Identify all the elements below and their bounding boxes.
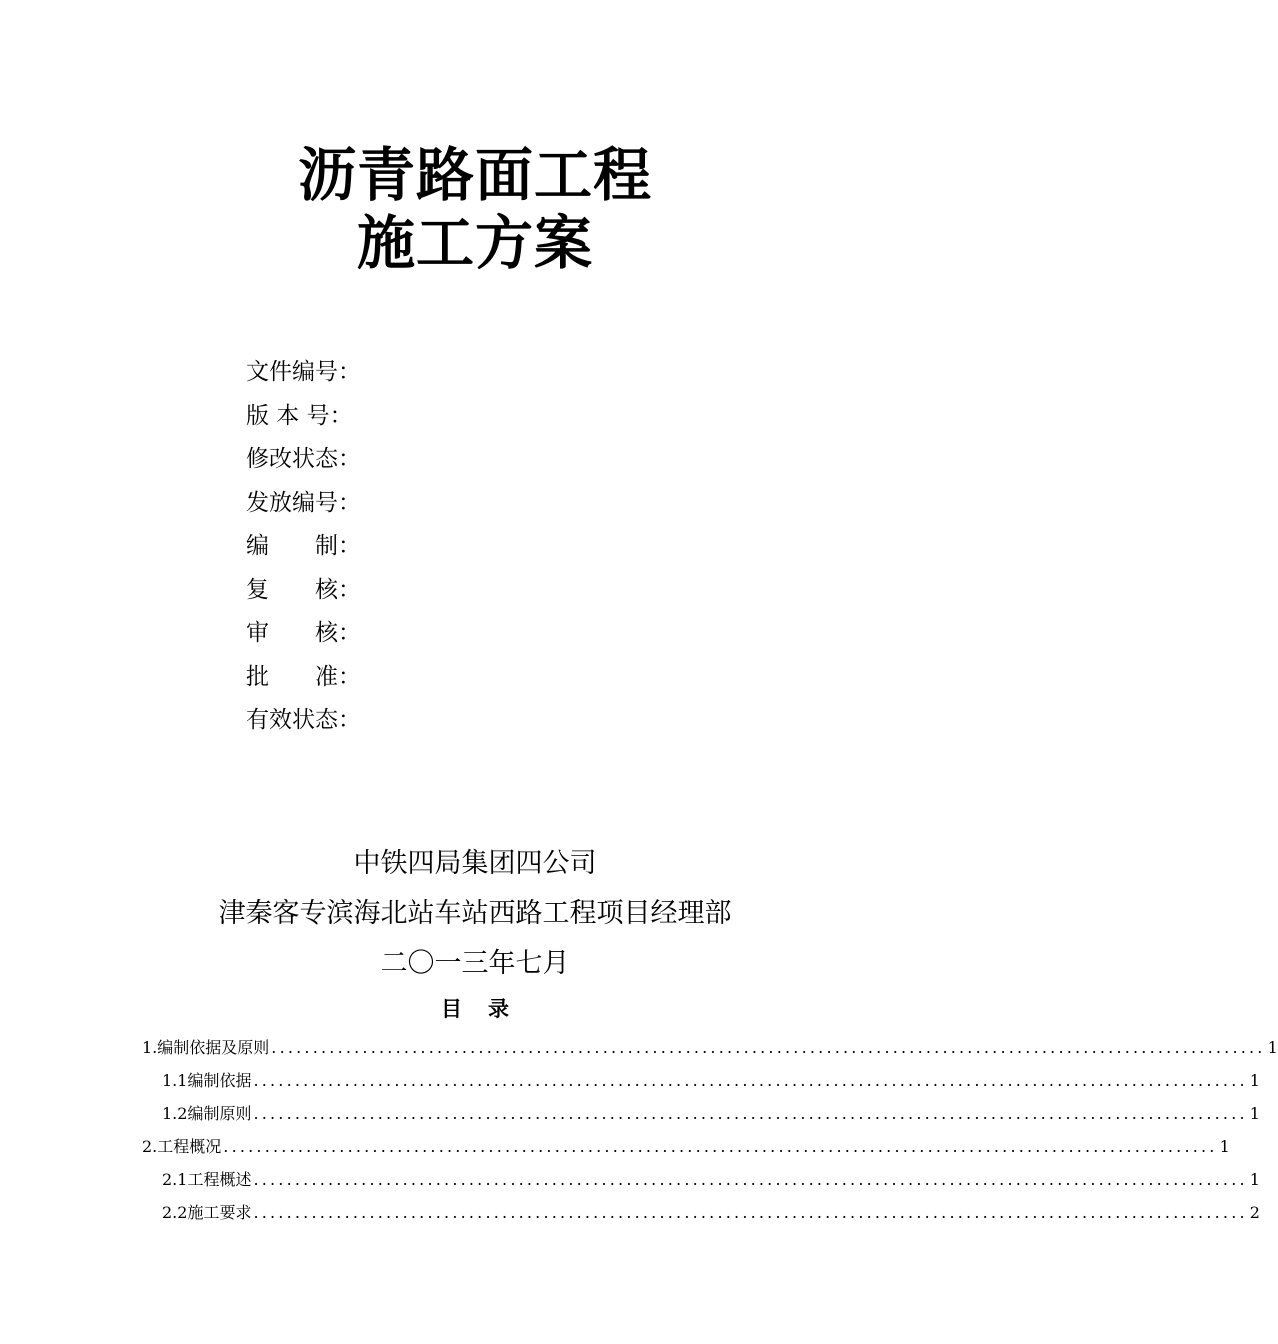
toc-entry[interactable] [142, 1034, 1278, 1067]
toc-page-number: 1 [1249, 1071, 1260, 1090]
field-approved-by [246, 657, 361, 701]
field-label: 有效状态： [246, 707, 361, 733]
field-label: 发放编号： [246, 489, 361, 516]
toc-heading [0, 994, 950, 1024]
field-revision-status [246, 439, 361, 483]
toc-entry[interactable] [142, 1199, 1260, 1232]
toc-entry[interactable] [142, 1100, 1260, 1133]
toc-heading-char: 录 [488, 996, 509, 1021]
document-date: 二〇一三年七月 [380, 948, 570, 979]
toc-entry-label: 2.工程概况 [142, 1137, 222, 1156]
toc-entry-label: 1.1编制依据 [162, 1071, 252, 1090]
toc-entry-label: 1.2编制原则 [162, 1104, 252, 1123]
field-version [246, 396, 356, 440]
field-compiled-by [246, 526, 361, 570]
toc-page-number: 1 [1267, 1038, 1278, 1057]
toc-entry-label: 1.编制依据及原则 [142, 1038, 270, 1057]
field-label: 编 制： [246, 533, 361, 559]
toc-entry[interactable] [142, 1133, 1230, 1166]
document-title-line2: 施工方案 [356, 209, 593, 277]
field-label: 批 准： [246, 663, 361, 690]
field-distribution-number [246, 483, 361, 527]
field-validity-status [246, 700, 361, 744]
toc-entry[interactable] [142, 1067, 1260, 1100]
field-reviewed-by [246, 570, 361, 614]
toc-entry-label: 2.2施工要求 [162, 1203, 252, 1222]
toc-dot-leader: ........................................................................................................................ [253, 1071, 1248, 1090]
toc-page-number: 1 [1219, 1137, 1230, 1156]
toc-page-number: 1 [1249, 1104, 1260, 1123]
toc-dot-leader: ........................................................................................................................ [223, 1137, 1218, 1156]
toc-heading-char: 目 [441, 996, 462, 1021]
field-label: 文件编号： [246, 359, 361, 385]
field-audited-by [246, 613, 361, 657]
company-name: 中铁四局集团四公司 [353, 848, 597, 879]
field-file-number [246, 352, 361, 396]
field-label: 修改状态： [246, 446, 361, 472]
field-label: 版 本 号： [246, 402, 353, 429]
toc-dot-leader: ........................................................................................................................ [253, 1170, 1248, 1189]
field-label: 复 核： [246, 576, 361, 603]
toc-dot-leader: ........................................................................................................................ [253, 1104, 1248, 1123]
field-label: 审 核： [246, 620, 361, 646]
toc-page-number: 1 [1249, 1170, 1260, 1189]
document-info-fields [246, 352, 361, 744]
toc-entry-label: 2.1工程概述 [162, 1170, 252, 1189]
toc-dot-leader: ........................................................................................................................ [253, 1203, 1248, 1222]
project-department: 津秦客专滨海北站车站西路工程项目经理部 [218, 898, 732, 929]
toc-dot-leader: ........................................................................................................................ [271, 1038, 1266, 1057]
toc-page-number: 2 [1249, 1203, 1260, 1222]
document-title-line1: 沥青路面工程 [297, 141, 652, 209]
toc-entry[interactable] [142, 1166, 1260, 1199]
table-of-contents [142, 1034, 1278, 1232]
